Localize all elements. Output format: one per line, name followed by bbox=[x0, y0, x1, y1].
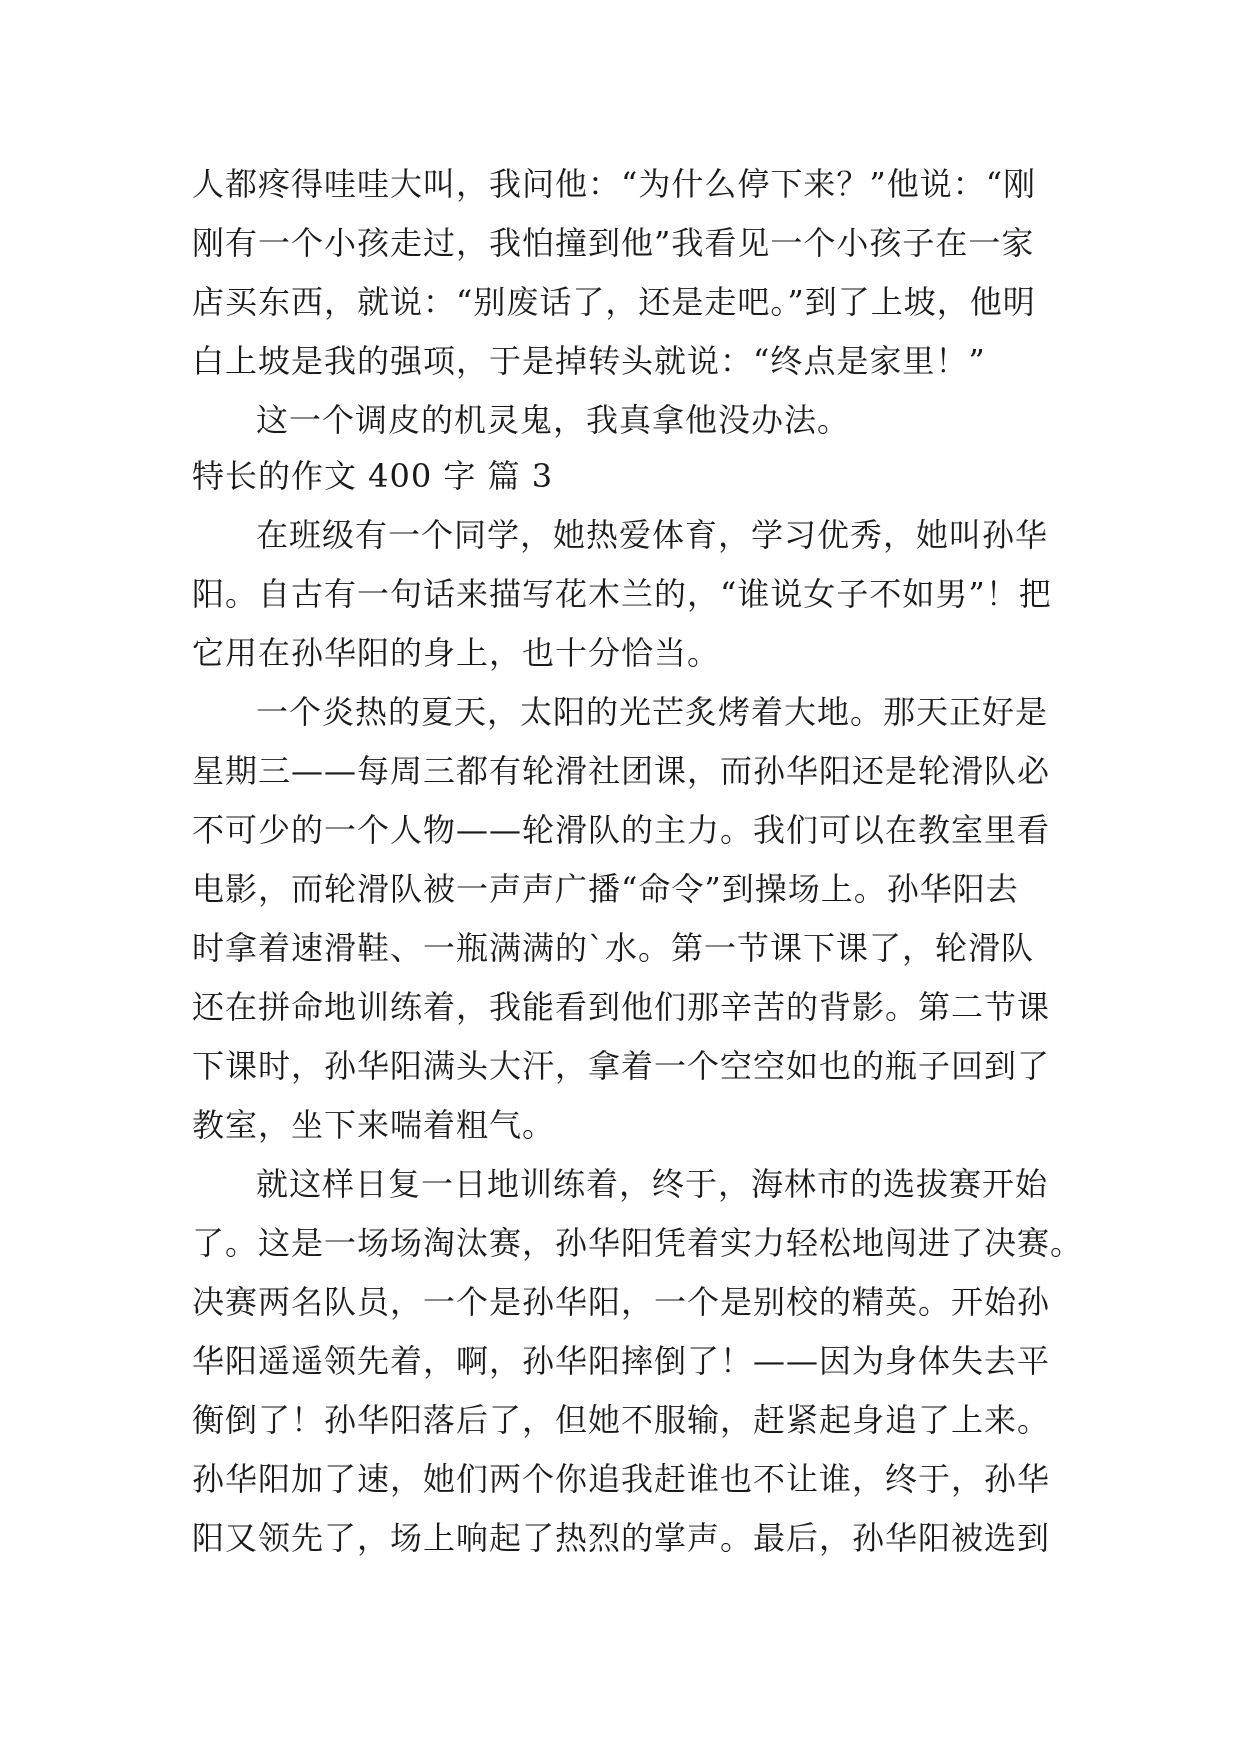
text-line: 就这样日复一日地训练着，终于，海林市的选拔赛开始 bbox=[256, 1165, 1049, 1203]
text-line: 了。这是一场场淘汰赛，孙华阳凭着实力轻松地闯进了决赛。 bbox=[192, 1224, 1084, 1262]
text-line: 它用在孙华阳的身上，也十分恰当。 bbox=[192, 634, 721, 672]
text-line: 还在拼命地训练着，我能看到他们那辛苦的背影。第二节课 bbox=[192, 988, 1051, 1026]
text-line: 电影，而轮滑队被一声声广播“命令”到操场上。孙华阳去 bbox=[192, 870, 1019, 908]
text-line: 阳。自古有一句话来描写花木兰的，“谁说女子不如男”！把 bbox=[192, 575, 1052, 613]
text-line: 店买东西，就说：“别废话了，还是走吧。”到了上坡，他明 bbox=[192, 283, 1036, 321]
section-heading: 特长的作文 400 字 篇 3 bbox=[192, 457, 554, 495]
text-line: 人都疼得哇哇大叫，我问他：“为什么停下来？”他说：“刚 bbox=[192, 165, 1037, 203]
text-line: 华阳遥遥领先着，啊，孙华阳摔倒了！——因为身体失去平 bbox=[192, 1342, 1051, 1380]
text-line: 教室，坐下来喘着粗气。 bbox=[192, 1106, 556, 1144]
text-line: 在班级有一个同学，她热爱体育，学习优秀，她叫孙华 bbox=[256, 516, 1049, 554]
text-line: 一个炎热的夏天，太阳的光芒炙烤着大地。那天正好是 bbox=[256, 693, 1049, 731]
text-line: 白上坡是我的强项，于是掉转头就说：“终点是家里！” bbox=[192, 342, 986, 380]
text-line: 阳又领先了，场上响起了热烈的掌声。最后，孙华阳被选到 bbox=[192, 1519, 1051, 1557]
text-line: 决赛两名队员，一个是孙华阳，一个是别校的精英。开始孙 bbox=[192, 1283, 1051, 1321]
text-line: 这一个调皮的机灵鬼，我真拿他没办法。 bbox=[256, 401, 851, 439]
text-line: 时拿着速滑鞋、一瓶满满的`水。第一节课下课了，轮滑队 bbox=[192, 929, 1035, 967]
text-line: 衡倒了！孙华阳落后了，但她不服输，赶紧起身追了上来。 bbox=[192, 1401, 1051, 1439]
text-line: 不可少的一个人物——轮滑队的主力。我们可以在教室里看 bbox=[192, 811, 1051, 849]
text-line: 星期三——每周三都有轮滑社团课，而孙华阳还是轮滑队必 bbox=[192, 752, 1051, 790]
text-line: 下课时，孙华阳满头大汗，拿着一个空空如也的瓶子回到了 bbox=[192, 1047, 1051, 1085]
text-line: 孙华阳加了速，她们两个你追我赶谁也不让谁，终于，孙华 bbox=[192, 1460, 1051, 1498]
text-line: 刚有一个小孩走过，我怕撞到他”我看见一个小孩子在一家 bbox=[192, 224, 1035, 262]
